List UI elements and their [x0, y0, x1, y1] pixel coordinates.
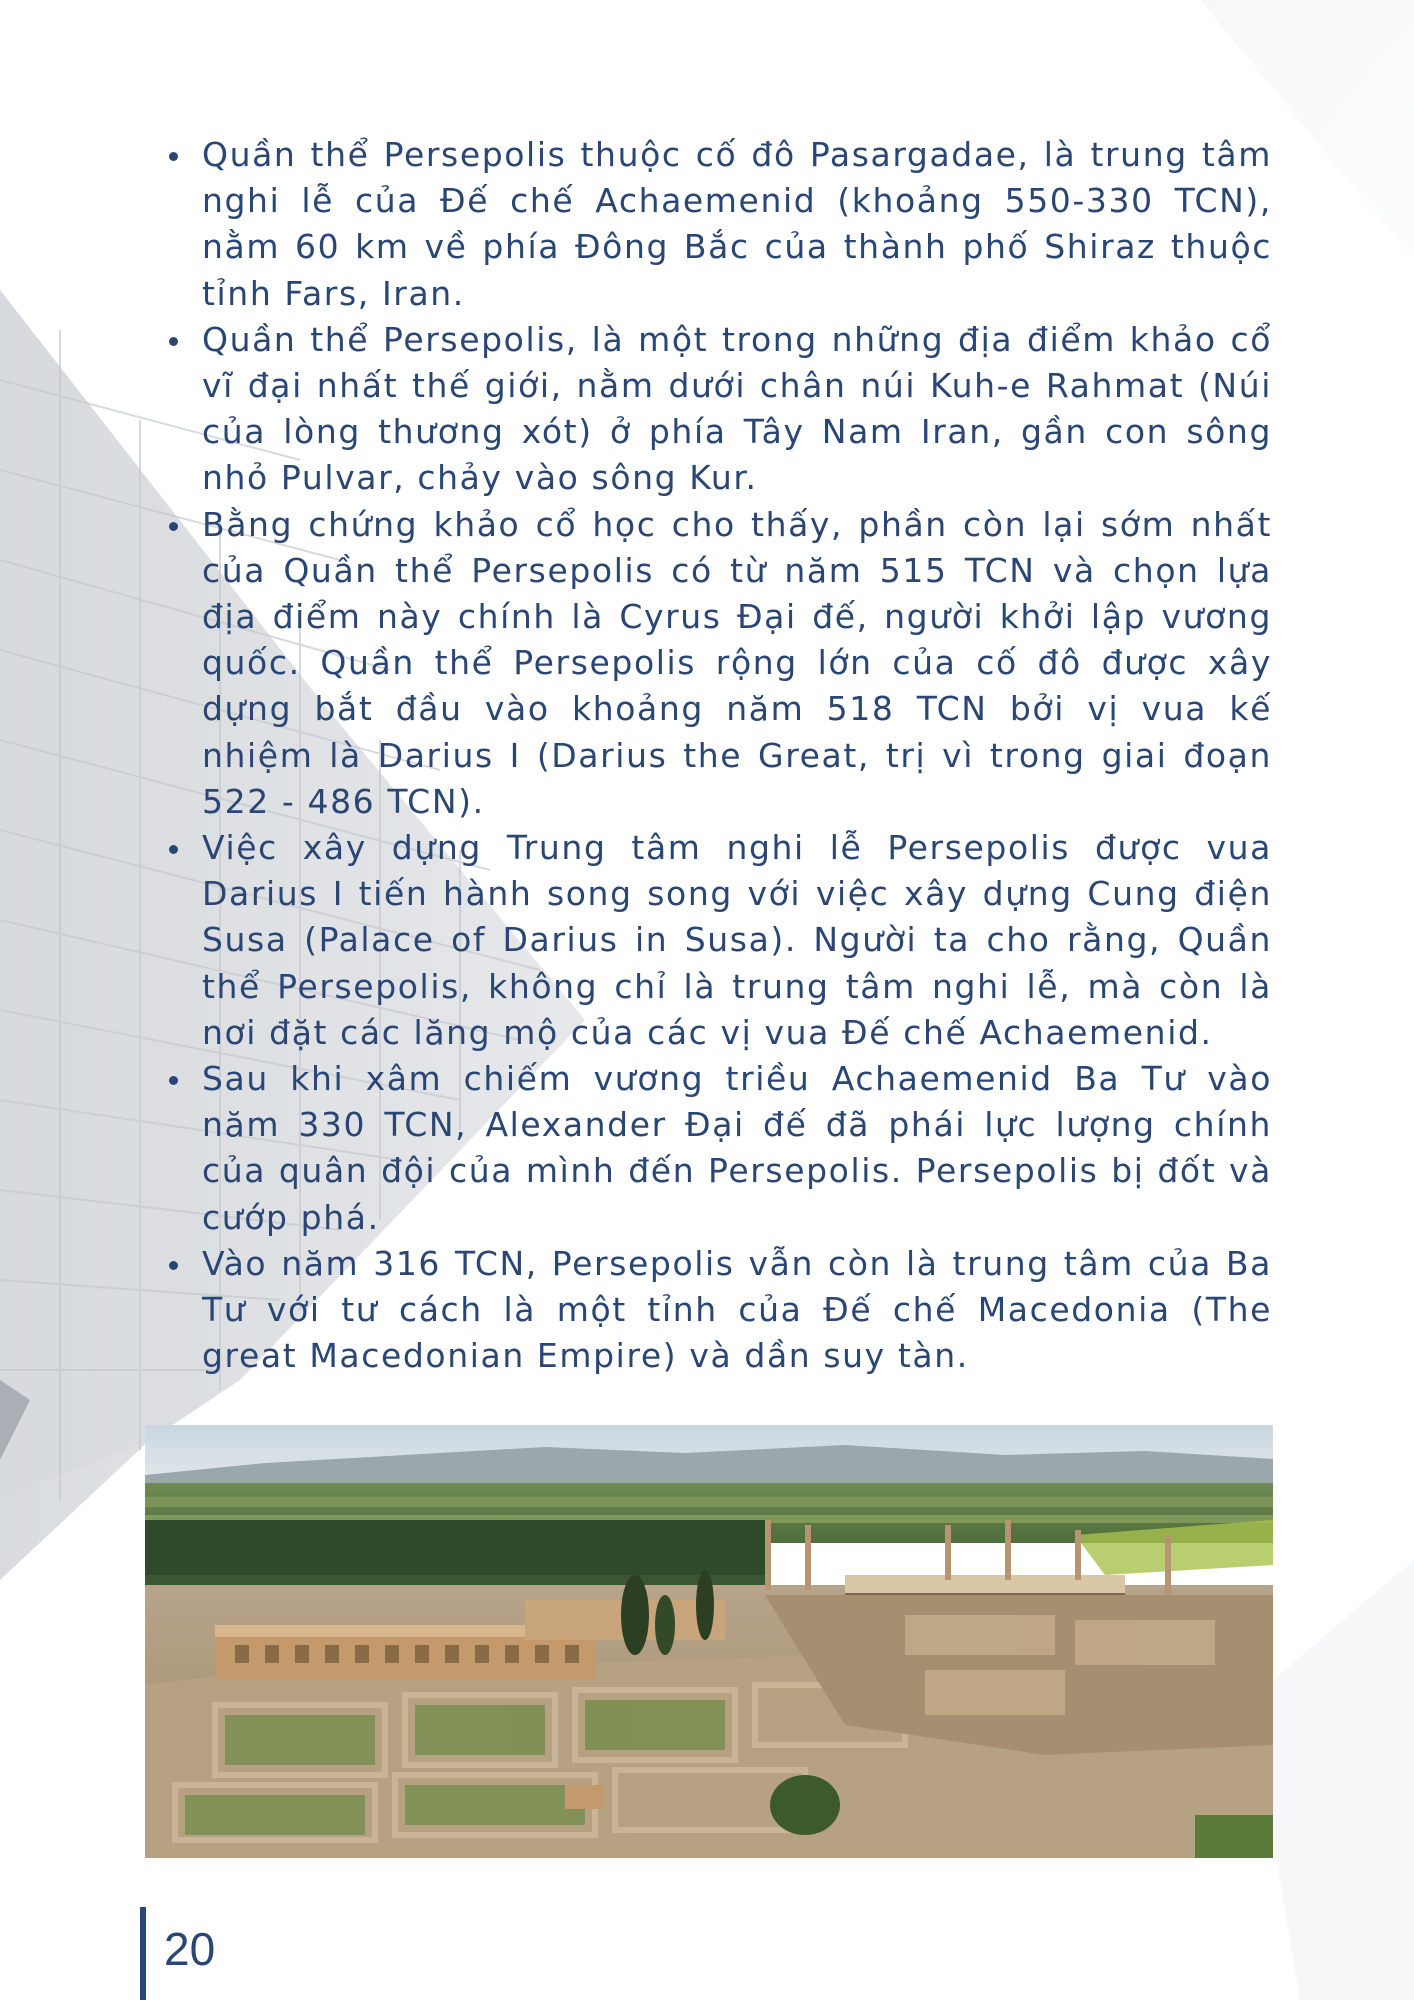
persepolis-illustration [145, 1425, 1273, 1858]
bullet-text: Vào năm 316 TCN, Persepolis vẫn còn là trung tâm của Ba Tư với tư cách là một tỉnh của Đế chế Macedonia (The great Macedonian Empire) và dần suy tàn. [202, 1243, 1272, 1376]
bullet-text: Quần thể Persepolis thuộc cố đô Pasargadae, là trung tâm nghi lễ của Đế chế Achaemenid (khoảng 550-330 TCN), nằm 60 km về phía Đông Bắc của thành phố Shiraz thuộc tỉnh Fars, Iran. [202, 135, 1272, 313]
bullet-list [160, 132, 1272, 1379]
bullet-item [160, 317, 1272, 502]
bullet-text: Sau khi xâm chiếm vương triều Achaemenid Ba Tư vào năm 330 TCN, Alexander Đại đế đã phái lực lượng chính của quân đội của mình đến Persepolis. Persepolis bị đốt và cướp phá. [202, 1059, 1272, 1237]
bullet-dot-icon [169, 1261, 178, 1270]
persepolis-photo [145, 1425, 1273, 1858]
bullet-dot-icon [169, 845, 178, 854]
bullet-text: Bằng chứng khảo cổ học cho thấy, phần còn lại sớm nhất của Quần thể Persepolis có từ năm 515 TCN và chọn lựa địa điểm này chính là Cyrus Đại đế, người khởi lập vương quốc. Quần thể Persepolis rộng lớn của cố đô được xây dựng bắt đầu vào khoảng năm 518 TCN bởi vị vua kế nhiệm là Darius I (Darius the Great, trị vì trong giai đoạn 522 - 486 TCN). [202, 504, 1272, 821]
page-accent-bar [140, 1907, 146, 2000]
bullet-text: Việc xây dựng Trung tâm nghi lễ Persepolis được vua Darius I tiến hành song song với việc xây dựng Cung điện Susa (Palace of Darius in Susa). Người ta cho rằng, Quần thể Persepolis, không chỉ là trung tâm nghi lễ, mà còn là nơi đặt các lăng mộ của các vị vua Đế chế Achaemenid. [202, 828, 1272, 1052]
bullet-dot-icon [169, 1076, 178, 1085]
bullet-item [160, 825, 1272, 1056]
bullet-dot-icon [169, 152, 178, 161]
bullet-item [160, 1241, 1272, 1380]
bullet-item [160, 132, 1272, 317]
bullet-dot-icon [169, 522, 178, 531]
bullet-item [160, 1056, 1272, 1241]
bullet-text: Quần thể Persepolis, là một trong những địa điểm khảo cổ vĩ đại nhất thế giới, nằm dưới chân núi Kuh-e Rahmat (Núi của lòng thương xót) ở phía Tây Nam Iran, gần con sông nhỏ Pulvar, chảy vào sông Kur. [202, 319, 1272, 498]
page-number: 20 [164, 1923, 216, 1975]
bullet-dot-icon [169, 337, 178, 346]
bullet-item [160, 502, 1272, 825]
